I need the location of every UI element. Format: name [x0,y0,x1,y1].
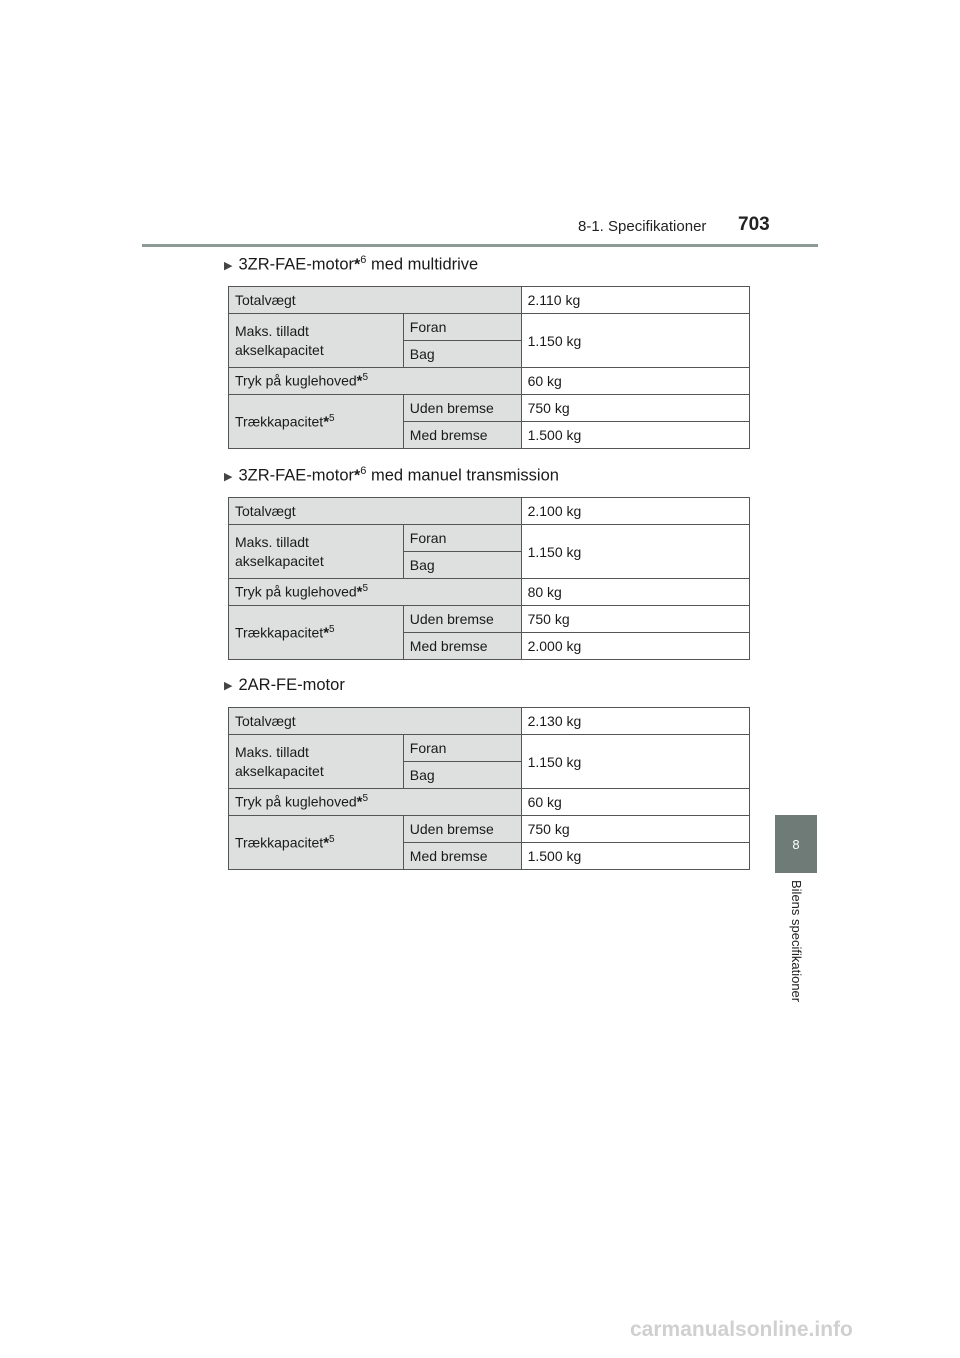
towing-capacity-label: Trækkapacitet*$^5$ [229,816,404,870]
total-weight-label: Totalvægt [229,287,522,314]
section-title-1: ▶ 3ZR-FAE-motor*$^6$ med multidrive [224,254,479,274]
rear-label: Bag [403,341,521,368]
total-weight-value: 2.110 kg [521,287,749,314]
table-row [229,735,750,762]
table-row [229,816,750,843]
ball-pressure-label: Tryk på kuglehoved*$^5$ [229,789,522,816]
header-section-title: 8-1. Specifikationer [578,218,707,235]
chapter-tab[interactable] [775,815,817,873]
braked-value: 2.000 kg [521,633,749,660]
footnote-ref: 6 [360,254,367,266]
table-row [229,498,750,525]
header-divider [142,244,818,247]
total-weight-value: 2.130 kg [521,708,749,735]
footnote-star: * [354,467,361,485]
total-weight-label: Totalvægt [229,498,522,525]
section-title-3: ▶ 2AR-FE-motor [224,676,345,694]
total-weight-label: Totalvægt [229,708,522,735]
triangle-right-icon: ▶ [224,470,233,483]
chapter-label: Bilens specifikationer [789,880,804,1003]
unbraked-value: 750 kg [521,606,749,633]
ball-pressure-value: 80 kg [521,579,749,606]
ball-pressure-label: Tryk på kuglehoved*$^5$ [229,368,522,395]
table-row [229,525,750,552]
triangle-right-icon: ▶ [224,680,233,692]
total-weight-value: 2.100 kg [521,498,749,525]
axle-capacity-label: Maks. tilladt akselkapacitet [229,525,404,579]
table-row [229,368,750,395]
front-label: Foran [403,735,521,762]
table-row [229,314,750,341]
towing-capacity-label: Trækkapacitet*$^5$ [229,395,404,449]
page-number: 703 [738,214,770,235]
unbraked-label: Uden bremse [403,816,521,843]
weight-table-1 [228,286,750,449]
unbraked-value: 750 kg [521,395,749,422]
table-row [229,287,750,314]
axle-capacity-value: 1.150 kg [521,735,749,789]
braked-value: 1.500 kg [521,422,749,449]
triangle-right-icon: ▶ [224,259,233,272]
section-title-2: ▶ 3ZR-FAE-motor*$^6$ med manuel transmission [224,465,559,485]
weight-table-2 [228,497,750,660]
ball-pressure-value: 60 kg [521,368,749,395]
weight-table-3 [228,707,750,870]
rear-label: Bag [403,552,521,579]
unbraked-value: 750 kg [521,816,749,843]
braked-label: Med bremse [403,422,521,449]
unbraked-label: Uden bremse [403,395,521,422]
footnote-ref: 6 [360,465,367,477]
braked-label: Med bremse [403,843,521,870]
axle-capacity-label: Maks. tilladt akselkapacitet [229,735,404,789]
chapter-number: 8 [792,836,800,852]
rear-label: Bag [403,762,521,789]
towing-capacity-label: Trækkapacitet*$^5$ [229,606,404,660]
braked-value: 1.500 kg [521,843,749,870]
braked-label: Med bremse [403,633,521,660]
table-row [229,606,750,633]
axle-capacity-label: Maks. tilladt akselkapacitet [229,314,404,368]
front-label: Foran [403,314,521,341]
unbraked-label: Uden bremse [403,606,521,633]
table-row [229,395,750,422]
axle-capacity-value: 1.150 kg [521,525,749,579]
ball-pressure-value: 60 kg [521,789,749,816]
footnote-star: * [354,256,361,274]
table-row [229,789,750,816]
ball-pressure-label: Tryk på kuglehoved*$^5$ [229,579,522,606]
front-label: Foran [403,525,521,552]
axle-capacity-value: 1.150 kg [521,314,749,368]
table-row [229,579,750,606]
watermark: carmanualsonline.info [630,1318,853,1341]
table-row [229,708,750,735]
